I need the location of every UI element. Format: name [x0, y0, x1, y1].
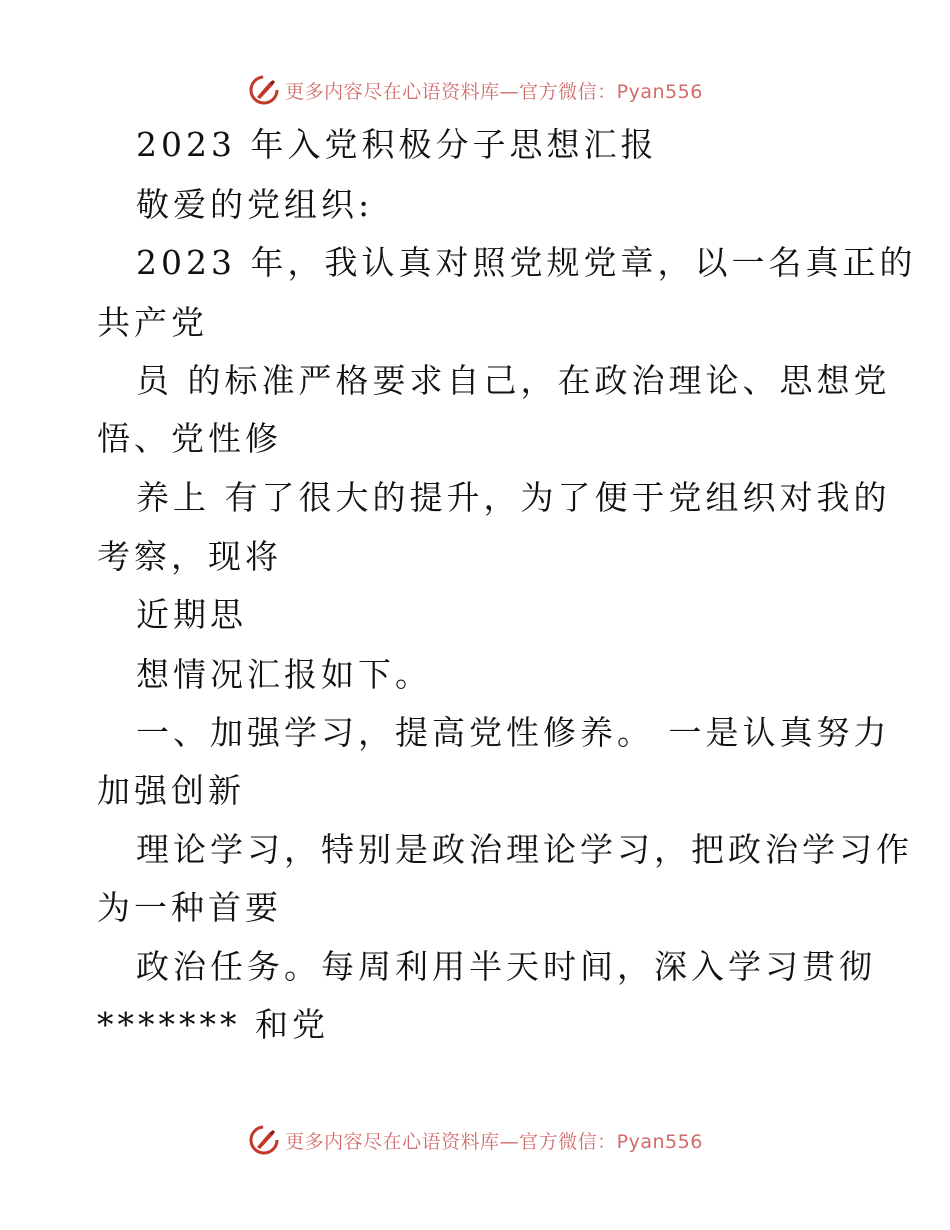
footer-watermark-text: 更多内容尽在心语资料库—官方微信：Pyan556: [285, 1130, 703, 1153]
paragraph-line: 近期思: [136, 595, 247, 634]
paragraph-line: 悟、党性修: [97, 419, 282, 458]
pen-logo-icon: [247, 73, 281, 107]
paragraph-line: 想情况汇报如下。: [136, 655, 432, 694]
paragraph-line: 政治任务。每周利用半天时间，深入学习贯彻: [136, 947, 876, 986]
pen-logo-icon: [247, 1123, 281, 1157]
section-heading-line: 一、加强学习，提高党性修养。 一是认真努力: [136, 713, 891, 752]
paragraph-line: 2023 年，我认真对照党规党章，以一名真正的: [136, 243, 917, 282]
paragraph-line: 加强创新: [97, 771, 245, 810]
paragraph-line: ******* 和党: [97, 1005, 329, 1044]
paragraph-line: 考察，现将: [97, 537, 282, 576]
document-title: 2023 年入党积极分子思想汇报: [136, 125, 658, 164]
paragraph-line: 养上 有了很大的提升，为了便于党组织对我的: [136, 478, 891, 517]
salutation: 敬爱的党组织:: [136, 185, 374, 224]
footer-watermark-banner: [0, 1120, 950, 1160]
paragraph-line: 理论学习，特别是政治理论学习，把政治学习作: [136, 830, 913, 869]
header-watermark-text: 更多内容尽在心语资料库—官方微信：Pyan556: [285, 80, 703, 103]
paragraph-line: 共产党: [97, 303, 208, 342]
paragraph-line: 为一种首要: [97, 888, 282, 927]
header-watermark-banner: [0, 70, 950, 110]
paragraph-line: 员 的标准严格要求自己，在政治理论、思想党: [136, 361, 891, 400]
